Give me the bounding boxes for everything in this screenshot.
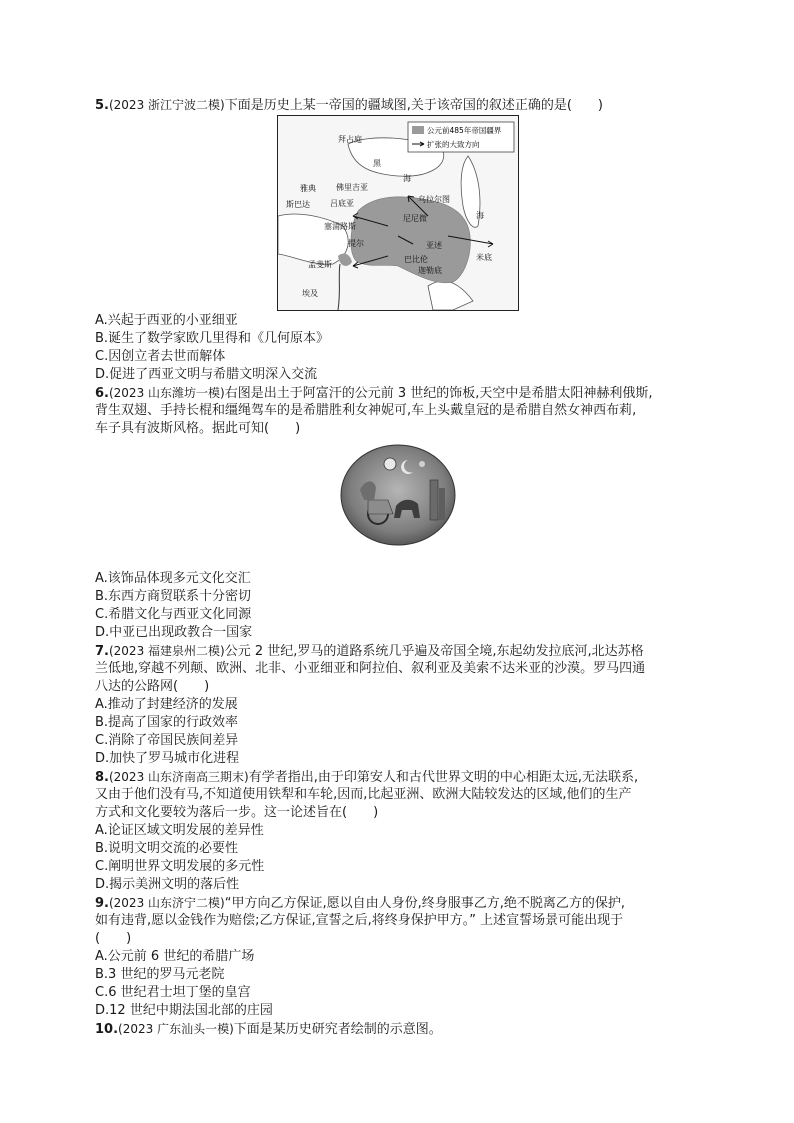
question-6-stem-line-3: 车子具有波斯风格。据此可知( ): [95, 421, 301, 436]
plaque-svg: [338, 440, 458, 548]
label-athens: 雅典: [300, 184, 316, 193]
q9-option-b: B.3 世纪的罗马元老院: [95, 967, 225, 982]
q7-option-d: D.加快了罗马城市化进程: [95, 751, 240, 766]
q8-option-b: B.说明文明交流的必要性: [95, 841, 239, 856]
question-9-stem-line-2: 如有违背,愿以金钱作为赔偿;乙方保证,宣誓之后,将终身保护甲方。” 上述宣誓场景可能出现于: [95, 913, 624, 928]
q5-option-c: C.因创立者去世而解体: [95, 349, 226, 364]
label-babylon: 巴比伦: [404, 255, 428, 264]
q8-option-a: A.论证区域文明发展的差异性: [95, 823, 264, 838]
q9-option-d: D.12 世纪中期法国北部的庄园: [95, 1003, 273, 1018]
question-7-stem: 7.(2023 福建泉州二模)公元 2 世纪,罗马的道路系统几乎遍及帝国全境,东起幼发拉底河,北达苏格: [95, 644, 644, 659]
label-cyprus: 塞浦路斯: [324, 222, 356, 231]
question-8-stem-line-2: 又由于他们没有马,不知道使用铁犁和车轮,因而,比起亚洲、欧洲大陆较发达的区域,他们的生产: [95, 787, 632, 802]
q7-option-b: B.提高了国家的行政效率: [95, 715, 239, 730]
label-caspian: 海: [476, 211, 484, 220]
question-6-stem-line-2: 背生双翅、手持长棍和缰绳驾车的是希腊胜利女神妮可,车上头戴皇冠的是希腊自然女神西布莉,: [95, 403, 637, 418]
label-black-sea-2: 海: [403, 174, 411, 183]
question-10-stem: 10.(2023 广东汕头一模)下面是某历史研究者绘制的示意图。: [95, 1022, 442, 1037]
question-6-stem: 6.(2023 山东潍坊一模)右图是出土于阿富汗的公元前 3 世纪的饰板,天空中是希腊太阳神赫利俄斯,: [95, 386, 653, 401]
label-lydia: 吕底亚: [330, 199, 354, 208]
legend-territory-label: 公元前485年帝国疆界: [427, 126, 502, 135]
q8-option-c: C.阐明世界文明发展的多元性: [95, 859, 265, 874]
question-8-stem: 8.(2023 山东济南高三期末)有学者指出,由于印第安人和古代世界文明的中心相距太远,无法联系,: [95, 770, 639, 785]
q6-option-b: B.东西方商贸联系十分密切: [95, 589, 252, 604]
sun-god-icon: [384, 458, 396, 470]
q8-option-d: D.揭示美洲文明的落后性: [95, 877, 240, 892]
label-assyria: 亚述: [426, 241, 442, 250]
label-tyre: 提尔: [348, 239, 364, 248]
label-chaldea: 迦勒底: [418, 266, 442, 275]
label-byzantium: 拜占庭: [338, 135, 362, 144]
label-memphis: 孟斐斯: [308, 260, 332, 269]
q5-option-a: A.兴起于西亚的小亚细亚: [95, 313, 238, 328]
q7-option-a: A.推动了封建经济的发展: [95, 697, 238, 712]
q9-option-c: C.6 世纪君士坦丁堡的皇宫: [95, 985, 251, 1000]
greek-plaque-photo: [338, 440, 458, 548]
legend-arrow-label: 扩张的大致方向: [427, 140, 480, 149]
label-nineveh: 尼尼微: [403, 214, 427, 223]
q6-option-a: A.该饰品体现多元文化交汇: [95, 571, 251, 586]
label-urartu: 乌拉尔图: [418, 195, 450, 204]
label-egypt: 埃及: [302, 289, 318, 298]
map-legend: [408, 122, 514, 152]
question-9-stem: 9.(2023 山东济宁二模)“甲方向乙方保证,愿以自由人身份,终身服事乙方,绝不脱离乙方的保护,: [95, 896, 625, 911]
question-7-stem-line-2: 兰低地,穿越不列颠、欧洲、北非、小亚细亚和阿拉伯、叙利亚及美索不达米亚的沙漠。罗马四通: [95, 661, 646, 676]
label-sparta: 斯巴达: [286, 200, 310, 209]
question-5-stem: 5.(2023 浙江宁波二模)下面是历史上某一帝国的疆域图,关于该帝国的叙述正确的是( ): [95, 98, 603, 113]
q6-option-c: C.希腊文化与西亚文化同源: [95, 607, 252, 622]
question-8-stem-line-3: 方式和文化要较为落后一步。这一论述旨在( ): [95, 805, 379, 820]
legend-territory-swatch: [412, 126, 424, 134]
map-svg: [278, 116, 518, 310]
label-black-sea: 黑: [373, 159, 381, 168]
empire-territory-map: [277, 115, 519, 311]
q7-option-c: C.消除了帝国民族间差异: [95, 733, 239, 748]
question-9-stem-line-3: ( ): [95, 931, 132, 946]
q9-option-a: A.公元前 6 世纪的希腊广场: [95, 949, 255, 964]
q5-option-b: B.诞生了数学家欧几里得和《几何原本》: [95, 331, 330, 346]
label-phrygia: 佛里吉亚: [336, 183, 368, 192]
q5-option-d: D.促进了西亚文明与希腊文明深入交流: [95, 367, 318, 382]
label-media: 米底: [476, 253, 492, 262]
q6-option-d: D.中亚已出现政教合一国家: [95, 625, 253, 640]
question-7-stem-line-3: 八达的公路网( ): [95, 679, 210, 694]
